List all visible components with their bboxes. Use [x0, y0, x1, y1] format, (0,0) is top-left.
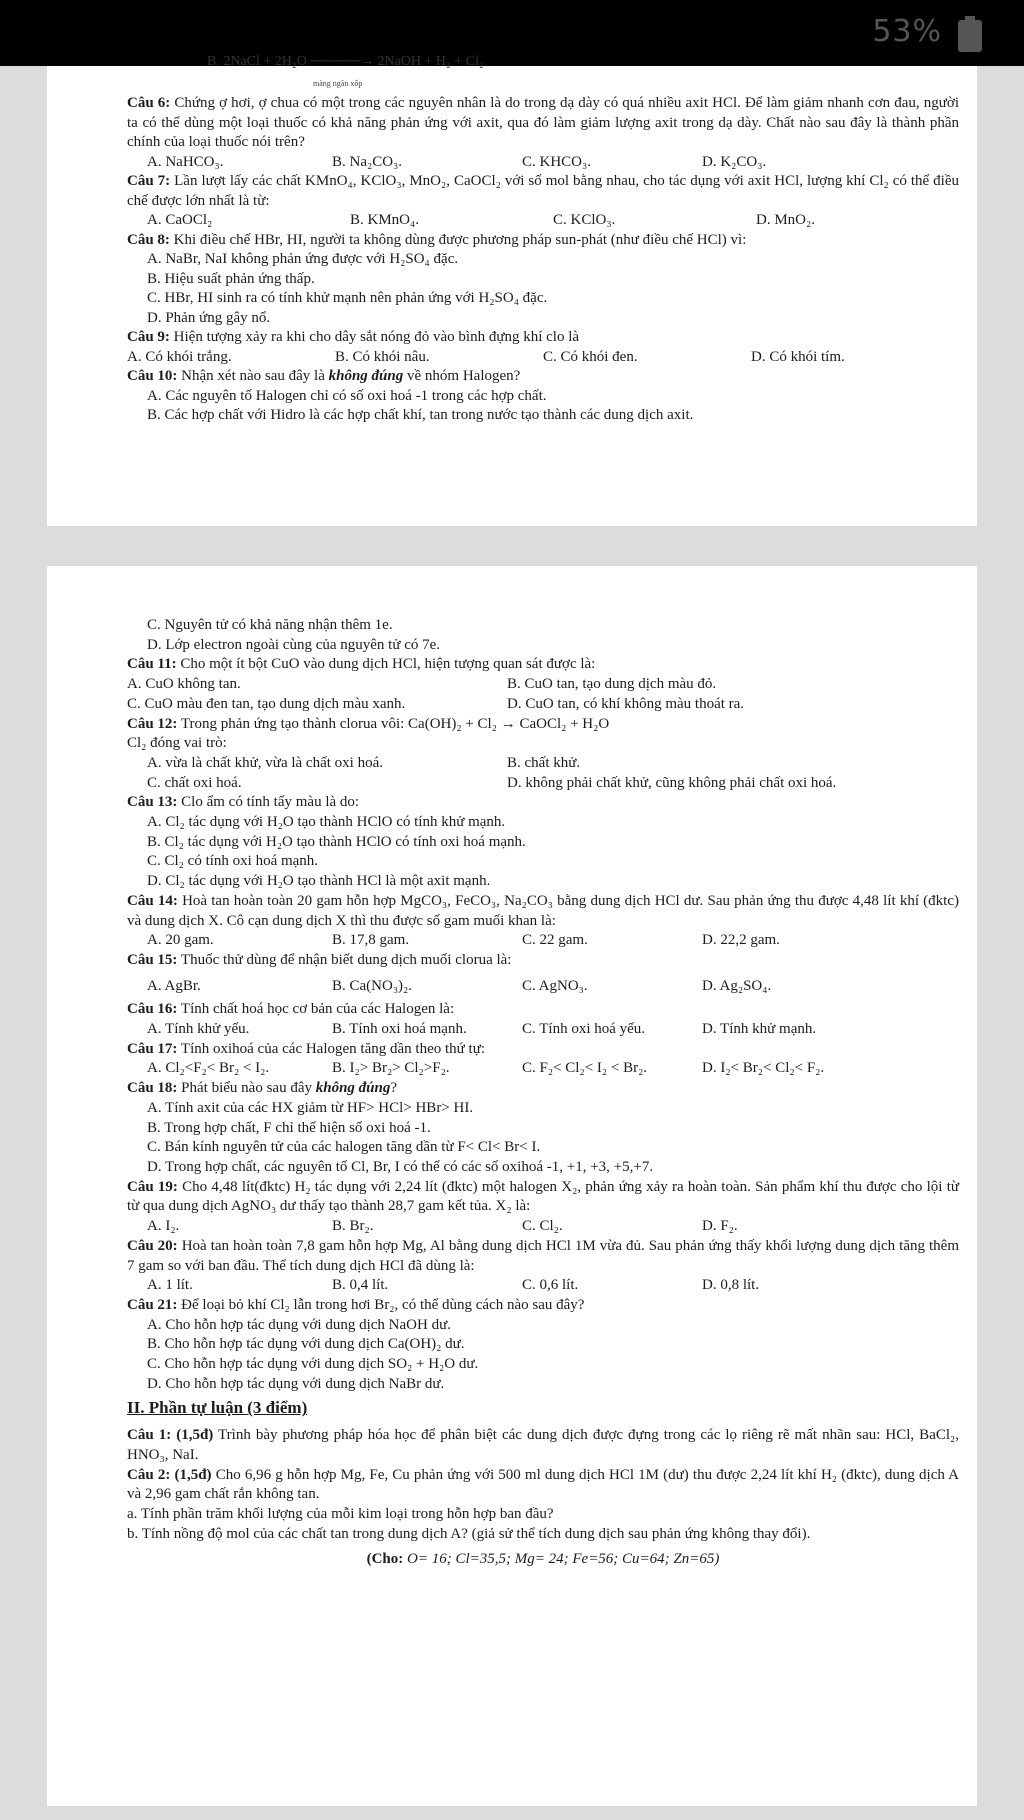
option-a: A. NaHCO₃. — [147, 153, 224, 170]
option-d: D. không phải chất khử, cũng không phải chất oxi hoá. — [507, 774, 837, 791]
question-number: Câu 14: — [127, 892, 178, 909]
option-b: B. Có khói nâu. — [335, 348, 430, 365]
question-19: Câu 19: Cho 4,48 lít(đktc) H₂ tác dụng với 2,24 lít (đktc) một halogen X₂, phản ứng xảy ra hoàn toàn. Sản phẩm khí thu được cho lội từ từ qua dung dịch AgNO₃ dư thấy tạo thành 28,7 gam kết tủa. X₂ là: — [127, 1178, 960, 1215]
question-7: Câu 7: Lần lượt lấy các chất KMnO₄, KClO₃, MnO₂, CaOCl₂ với số mol bằng nhau, cho tác dụng với axit HCl, lượng khí Cl₂ có thể điều chế được lớn nhất là từ: — [127, 173, 959, 209]
question-20-options — [127, 1276, 959, 1296]
option-c: C. 22 gam. — [522, 932, 588, 949]
option-a: A. Có khói trắng. — [127, 348, 232, 365]
question-number: Câu 11: — [127, 656, 177, 673]
question-11-options-ab — [127, 675, 959, 695]
question-number: Câu 18: — [127, 1080, 178, 1097]
question-12: Câu 12: Trong phản ứng tạo thành clorua vôi: Ca(OH)₂ + Cl₂ → CaOCl₂ + H₂O — [127, 715, 610, 732]
given-values: O= 16; Cl=35,5; Mg= 24; Fe=56; Cu=64; Zn=65) — [407, 1551, 720, 1568]
option-b: B. I₂> Br₂> Cl₂>F₂. — [332, 1060, 450, 1077]
option-c: C. Cl₂ có tính oxi hoá mạnh. — [147, 853, 319, 870]
option-a: A. I₂. — [147, 1218, 180, 1235]
section-heading-essay: II. Phần tự luận (3 điểm) — [127, 1398, 308, 1418]
option-a: A. Tính axit của các HX giảm từ HF> HCl> HBr> HI. — [147, 1099, 474, 1116]
question-6: Câu 6: Chứng ợ hơi, ợ chua có một trong các nguyên nhân là do trong dạ dày có quá nhiều axit HCl. Để làm giảm nhanh cơn đau, người ta có thể dùng một loại thuốc có khả năng phản ứng với axit, qua đó làm giảm lượng axit trong dạ dày. Chất nào sau đây là thành phần chính của loại thuốc nói trên? — [127, 95, 959, 150]
option-a: A. AgBr. — [147, 977, 201, 994]
cutoff-equation: B. 2NaCl + 2H₂O ─────→ 2NaOH + H₂ + Cl₂ — [207, 54, 484, 69]
cutoff-note: màng ngăn xốp — [313, 79, 363, 88]
question-number: Câu 15: — [127, 951, 178, 968]
question-number: Câu 12: — [127, 715, 178, 732]
battery-icon — [958, 16, 982, 52]
option-b: B. Các hợp chất với Hidro là các hợp chất khí, tan trong nước tạo thành các dung dịch axit. — [147, 407, 694, 423]
option-b: B. Trong hợp chất, F chỉ thể hiện số oxi hoá -1. — [147, 1119, 431, 1136]
option-d: D. Lớp electron ngoài cùng của nguyên tử có 7e. — [147, 636, 441, 653]
question-8: Câu 8: Khi điều chế HBr, HI, người ta không dùng được phương pháp sun-phát (như điều chế HCl) vì: — [127, 231, 747, 248]
option-a: A. CuO không tan. — [127, 676, 241, 693]
question-21: Câu 21: Để loại bỏ khí Cl₂ lẫn trong hơi Br₂, có thể dùng cách nào sau đây? — [127, 1296, 585, 1313]
option-c: C. AgNO₃. — [522, 977, 588, 994]
option-b: B. Tính oxi hoá mạnh. — [332, 1021, 467, 1038]
option-c: C. KHCO₃. — [522, 153, 591, 170]
option-c: C. Cho hỗn hợp tác dụng với dung dịch SO₂ + H₂O dư. — [147, 1356, 479, 1373]
essay-question-2b: b. Tính nồng độ mol của các chất tan trong dung dịch A? (giả sử thể tích dung dịch sau phản ứng không thay đổi). — [127, 1525, 811, 1542]
option-b: B. 0,4 lít. — [332, 1277, 389, 1294]
option-d: D. CuO tan, có khí không màu thoát ra. — [507, 695, 745, 712]
question-18: Câu 18: Phát biểu nào sau đây không đúng? — [127, 1080, 398, 1097]
option-d: D. Cl₂ tác dụng với H₂O tạo thành HCl là một axit mạnh. — [147, 873, 491, 890]
option-b: B. Na₂CO₃. — [332, 153, 403, 170]
essay-question-1: Câu 1: (1,5đ) Trình bày phương pháp hóa học để phân biệt các dung dịch được đựng trong các lọ riêng rẽ mất nhãn sau: HCl, BaCl₂, HNO₃, NaI. — [127, 1427, 959, 1463]
option-b: B. Cl₂ tác dụng với H₂O tạo thành HClO có tính oxi hoá mạnh. — [147, 833, 526, 850]
given-label: (Cho: — [366, 1551, 404, 1568]
question-number: Câu 7: — [127, 173, 171, 189]
essay-question-2: Câu 2: (1,5đ) Cho 6,96 g hỗn hợp Mg, Fe, Cu phản ứng với 500 ml dung dịch HCl 1M (dư) thu được 2,24 lít khí H₂ (đktc), dung dịch A và 2,96 gam chất rắn không tan. — [127, 1466, 960, 1503]
question-14: Câu 14: Hoà tan hoàn toàn 20 gam hỗn hợp MgCO₃, FeCO₃, Na₂CO₃ bằng dung dịch HCl dư. Sau phản ứng thu được 4,48 lít khí (đktc) và dung dịch X. Cô cạn dung dịch X thì thu được số gam muối khan là: — [127, 892, 960, 929]
option-d: D. 0,8 lít. — [702, 1277, 760, 1294]
option-d: D. I₂< Br₂< Cl₂< F₂. — [702, 1060, 825, 1077]
option-b: B. 17,8 gam. — [332, 932, 410, 949]
option-c: C. Có khói đen. — [543, 348, 638, 365]
question-17: Câu 17: Tính oxihoá của các Halogen tăng dần theo thứ tự: — [127, 1040, 485, 1057]
question-number: Câu 1: (1,5đ) — [127, 1427, 214, 1444]
page1-content — [127, 94, 959, 426]
essay-question-2a: a. Tính phần trăm khối lượng của mỗi kim loại trong hỗn hợp ban đầu? — [127, 1505, 554, 1522]
option-c: C. F₂< Cl₂< I₂ < Br₂. — [522, 1060, 648, 1077]
option-b: B. KMnO₄. — [350, 212, 419, 228]
question-12-line2: Cl₂ đóng vai trò: — [127, 735, 227, 752]
option-b: B. Hiệu suất phản ứng thấp. — [147, 270, 315, 287]
option-c: C. Bán kính nguyên tử của các halogen tăng dần từ F< Cl< Br< I. — [147, 1139, 541, 1156]
option-d: D. Trong hợp chất, các nguyên tố Cl, Br, I có thể có các số oxihoá -1, +1, +3, +5,+7. — [147, 1158, 654, 1175]
question-16: Câu 16: Tính chất hoá học cơ bản của các Halogen là: — [127, 1001, 455, 1018]
emphasis: không đúng — [315, 1080, 391, 1097]
option-d: D. Có khói tím. — [751, 348, 845, 365]
option-b: B. chất khử. — [507, 754, 581, 771]
option-b: B. Br₂. — [332, 1218, 374, 1235]
option-c: C. CuO màu đen tan, tạo dung dịch màu xanh. — [127, 695, 406, 712]
question-number: Câu 6: — [127, 95, 171, 111]
option-d: D. Ag₂SO₄. — [702, 977, 772, 994]
question-number: Câu 13: — [127, 794, 178, 811]
question-number: Câu 9: — [127, 329, 170, 345]
question-number: Câu 17: — [127, 1040, 178, 1057]
question-12-options-cd — [127, 774, 959, 794]
option-d: D. MnO₂. — [756, 212, 815, 228]
question-16-options — [127, 1020, 959, 1040]
option-d: D. Cho hỗn hợp tác dụng với dung dịch NaBr dư. — [147, 1375, 445, 1392]
option-a: A. Cl₂<F₂< Br₂ < I₂. — [147, 1060, 270, 1077]
question-9: Câu 9: Hiện tượng xảy ra khi cho dây sắt nóng đỏ vào bình đựng khí clo là — [127, 329, 580, 345]
option-d: D. Tính khử mạnh. — [702, 1021, 817, 1038]
question-14-options — [127, 931, 959, 951]
question-15: Câu 15: Thuốc thử dùng để nhận biết dung dịch muối clorua là: — [127, 951, 512, 968]
option-b: B. Ca(NO₃)₂. — [332, 977, 413, 994]
option-a: A. NaBr, NaI không phản ứng được với H₂SO₄ đặc. — [147, 251, 459, 267]
question-17-options — [127, 1059, 959, 1079]
option-d: D. Phản ứng gây nổ. — [147, 309, 271, 326]
option-a: A. 20 gam. — [147, 932, 214, 949]
question-number: Câu 8: — [127, 231, 170, 248]
option-c: C. chất oxi hoá. — [147, 774, 242, 791]
option-c: C. 0,6 lít. — [522, 1277, 579, 1294]
question-19-options — [127, 1217, 959, 1237]
battery-percentage: 53% — [872, 14, 942, 49]
option-c: C. Cl₂. — [522, 1218, 563, 1235]
question-number: Câu 2: (1,5đ) — [127, 1466, 212, 1483]
question-20: Câu 20: Hoà tan hoàn toàn 7,8 gam hỗn hợp Mg, Al bằng dung dịch HCl 1M vừa đủ. Sau phản ứng thấy khối lượng dung dịch tăng thêm 7 gam so với ban đầu. Thể tích dung dịch HCl đã dùng là: — [127, 1237, 960, 1274]
question-11: Câu 11: Cho một ít bột CuO vào dung dịch HCl, hiện tượng quan sát được là: — [127, 656, 596, 673]
question-number: Câu 16: — [127, 1001, 178, 1018]
option-b: B. Cho hỗn hợp tác dụng với dung dịch Ca(OH)₂ dư. — [147, 1336, 465, 1353]
option-a: A. CaOCl₂ — [147, 212, 213, 228]
option-c: C. KClO₃. — [553, 212, 616, 228]
question-9-options — [127, 348, 959, 368]
question-15-options — [127, 977, 959, 997]
option-c: C. Tính oxi hoá yếu. — [522, 1021, 646, 1038]
option-a: A. Cl₂ tác dụng với H₂O tạo thành HClO có tính khử mạnh. — [147, 814, 506, 831]
document-page-2 — [47, 566, 977, 1806]
option-c: C. HBr, HI sinh ra có tính khử mạnh nên phản ứng với H₂SO₄ đặc. — [147, 290, 548, 306]
option-b: B. CuO tan, tạo dung dịch màu đỏ. — [507, 676, 717, 693]
question-number: Câu 21: — [127, 1296, 178, 1313]
option-d: D. K₂CO₃. — [702, 153, 767, 170]
emphasis: không đúng — [328, 368, 404, 384]
question-13: Câu 13: Clo ẩm có tính tẩy màu là do: — [127, 794, 360, 811]
option-a: A. vừa là chất khử, vừa là chất oxi hoá. — [147, 754, 383, 771]
option-a: A. Cho hỗn hợp tác dụng với dung dịch NaOH dư. — [147, 1316, 451, 1333]
option-a: A. 1 lít. — [147, 1277, 193, 1294]
question-10: Câu 10: Nhận xét nào sau đây là không đúng về nhóm Halogen? — [127, 368, 521, 384]
option-a: A. Tính khử yếu. — [147, 1021, 250, 1038]
question-number: Câu 19: — [127, 1178, 178, 1195]
option-c: C. Nguyên tử có khả năng nhận thêm 1e. — [147, 617, 393, 633]
question-number: Câu 20: — [127, 1237, 178, 1254]
question-7-options — [127, 211, 959, 231]
given-atomic-masses — [127, 1550, 959, 1570]
option-d: D. 22,2 gam. — [702, 932, 780, 949]
question-6-options — [127, 153, 959, 173]
option-d: D. F₂. — [702, 1218, 738, 1235]
page2-content — [127, 616, 959, 1570]
question-12-options-ab — [127, 754, 959, 774]
question-number: Câu 10: — [127, 368, 178, 384]
document-page-1 — [47, 54, 977, 526]
question-11-options-cd — [127, 695, 959, 715]
option-a: A. Các nguyên tố Halogen chỉ có số oxi hoá -1 trong các hợp chất. — [147, 387, 547, 404]
